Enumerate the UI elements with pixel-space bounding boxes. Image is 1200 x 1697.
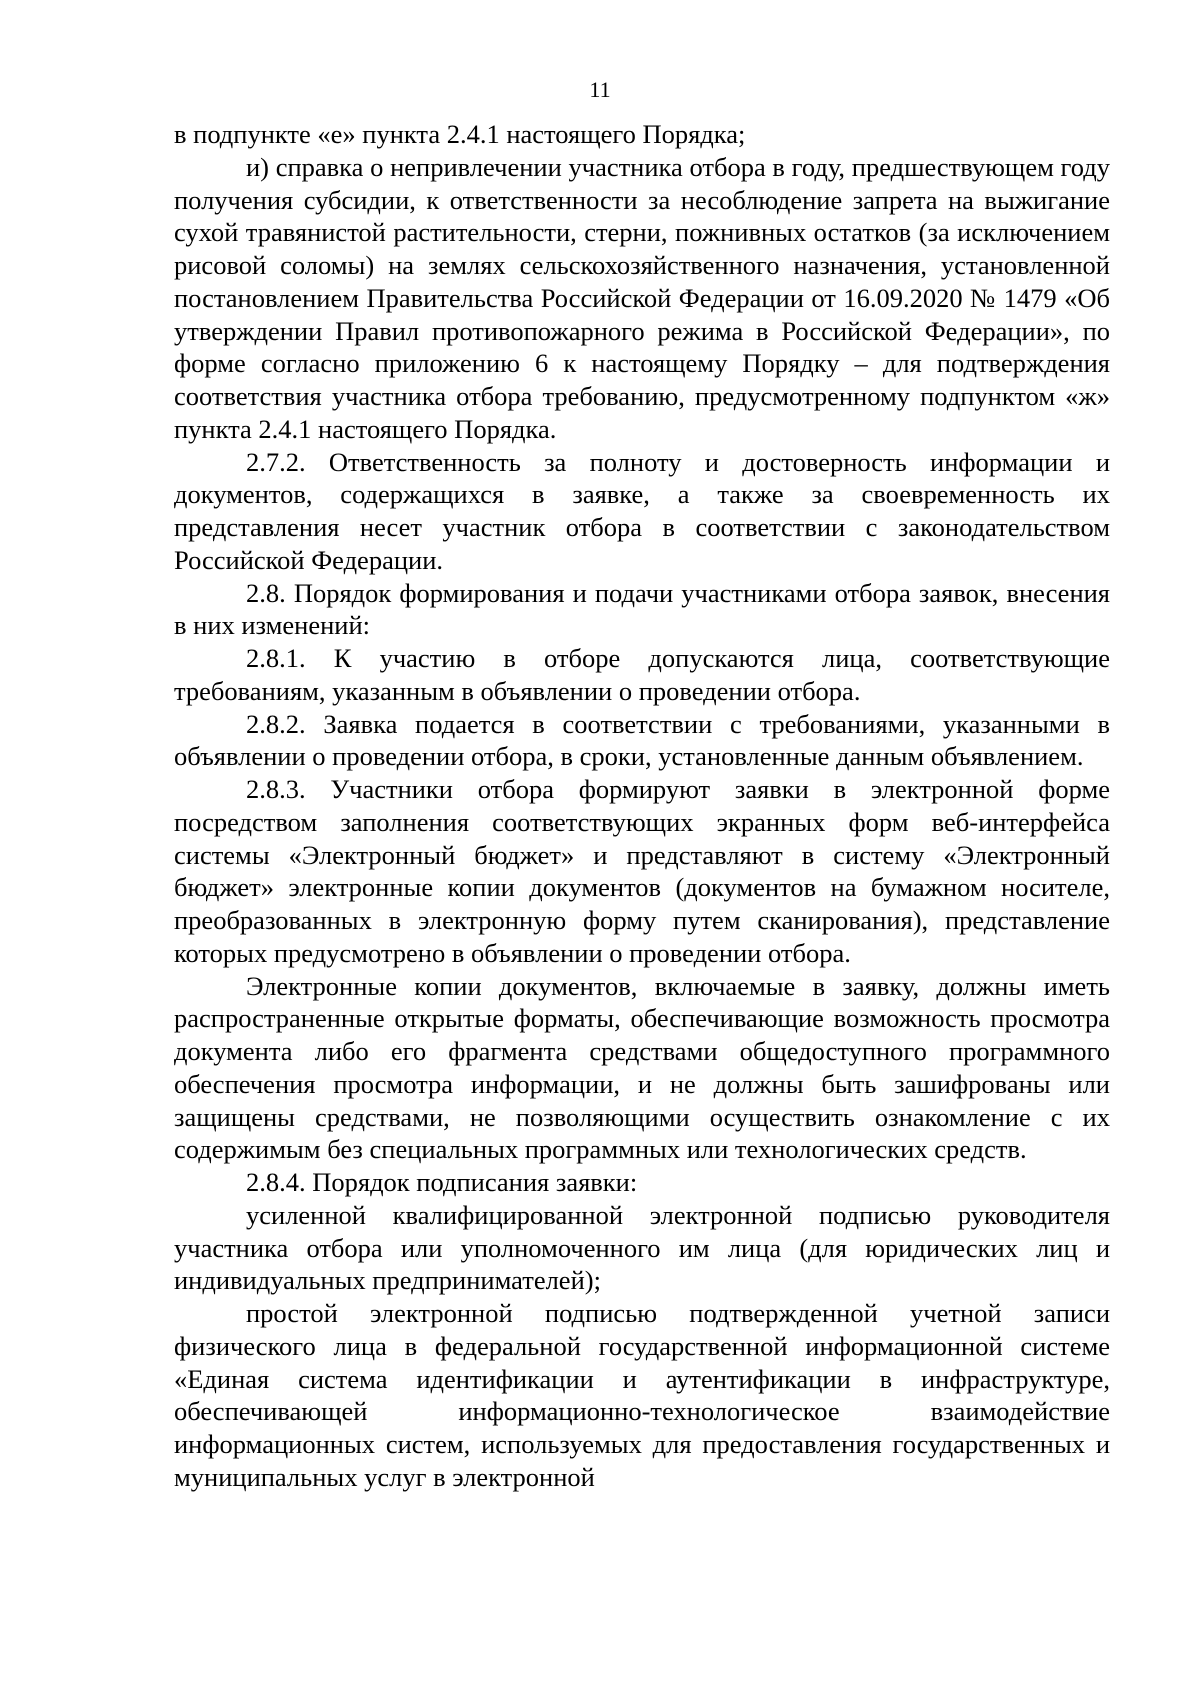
document-body (174, 118, 1110, 1494)
page-number: 11 (589, 77, 611, 102)
paragraph-2-8-4: 2.8.4. Порядок подписания заявки: (246, 1167, 638, 1197)
paragraph-2-7-2: 2.7.2. Ответственность за полноту и достоверность информации и документов, содержащихся в заявке, а также за своевременность их представления несет участник отбора в соответствии с законодательством Российской Федерации. (174, 446, 1110, 575)
paragraph-2-8-2: 2.8.2. Заявка подается в соответствии с требованиями, указанными в объявлении о проведении отбора, в сроки, установленные данным объявлением. (174, 708, 1110, 772)
paragraph-continuation: в подпункте «е» пункта 2.4.1 настоящего Порядка; (174, 119, 746, 149)
paragraph-item-i: и) справка о непривлечении участника отбора в году, предшествующем году получения субсидии, к ответственности за несоблюдение запрета на выжигание сухой травянистой растительности, стерни, пожнивных остатков (за исключением рисовой соломы) на землях сельскохозяйственного назначения, установленной постановлением Правительства Российской Федерации от 16.09.2020 № 1479 «Об утверждении Правил противопожарного режима в Российской Федерации», по форме согласно приложению 6 к настоящему Порядку – для подтверждения соответствия участника отбора требованию, предусмотренному подпунктом «ж» пункта 2.4.1 настоящего Порядка. (174, 151, 1110, 444)
paragraph-2-8-1: 2.8.1. К участию в отборе допускаются лица, соответствующие требованиям, указанным в объявлении о проведении отбора. (174, 643, 1110, 706)
paragraph-2-8: 2.8. Порядок формирования и подачи участниками отбора заявок, внесения в них изменений: (174, 577, 1110, 641)
paragraph-2-8-3: 2.8.3. Участники отбора формируют заявки в электронной форме посредством заполнения соответствующих экранных форм веб-интерфейса системы «Электронный бюджет» и представляют в систему «Электронный бюджет» электронные копии документов (документов на бумажном носителе, преобразованных в электронную форму путем сканирования), представление которых предусмотрено в объявлении о проведении отбора. (174, 774, 1110, 968)
paragraph-electronic-copies: Электронные копии документов, включаемые в заявку, должны иметь распространенные открытые форматы, обеспечивающие возможность просмотра документа либо его фрагмента средствами общедоступного программного обеспечения просмотра информации, и не должны быть зашифрованы или защищены средствами, не позволяющими осуществить ознакомление с их содержимым без специальных программных или технологических средств. (174, 970, 1110, 1165)
paragraph-qualified-signature: усиленной квалифицированной электронной подписью руководителя участника отбора или уполномоченного им лица (для юридических лиц и индивидуальных предпринимателей); (174, 1199, 1110, 1296)
paragraph-simple-signature: простой электронной подписью подтвержденной учетной записи физического лица в федеральной государственной информационной системе «Единая система идентификации и аутентификации в инфраструктуре, обеспечивающей информационно-технологическое взаимодействие информационных систем, используемых для предоставления государственных и муниципальных услуг в электронной (174, 1298, 1110, 1492)
